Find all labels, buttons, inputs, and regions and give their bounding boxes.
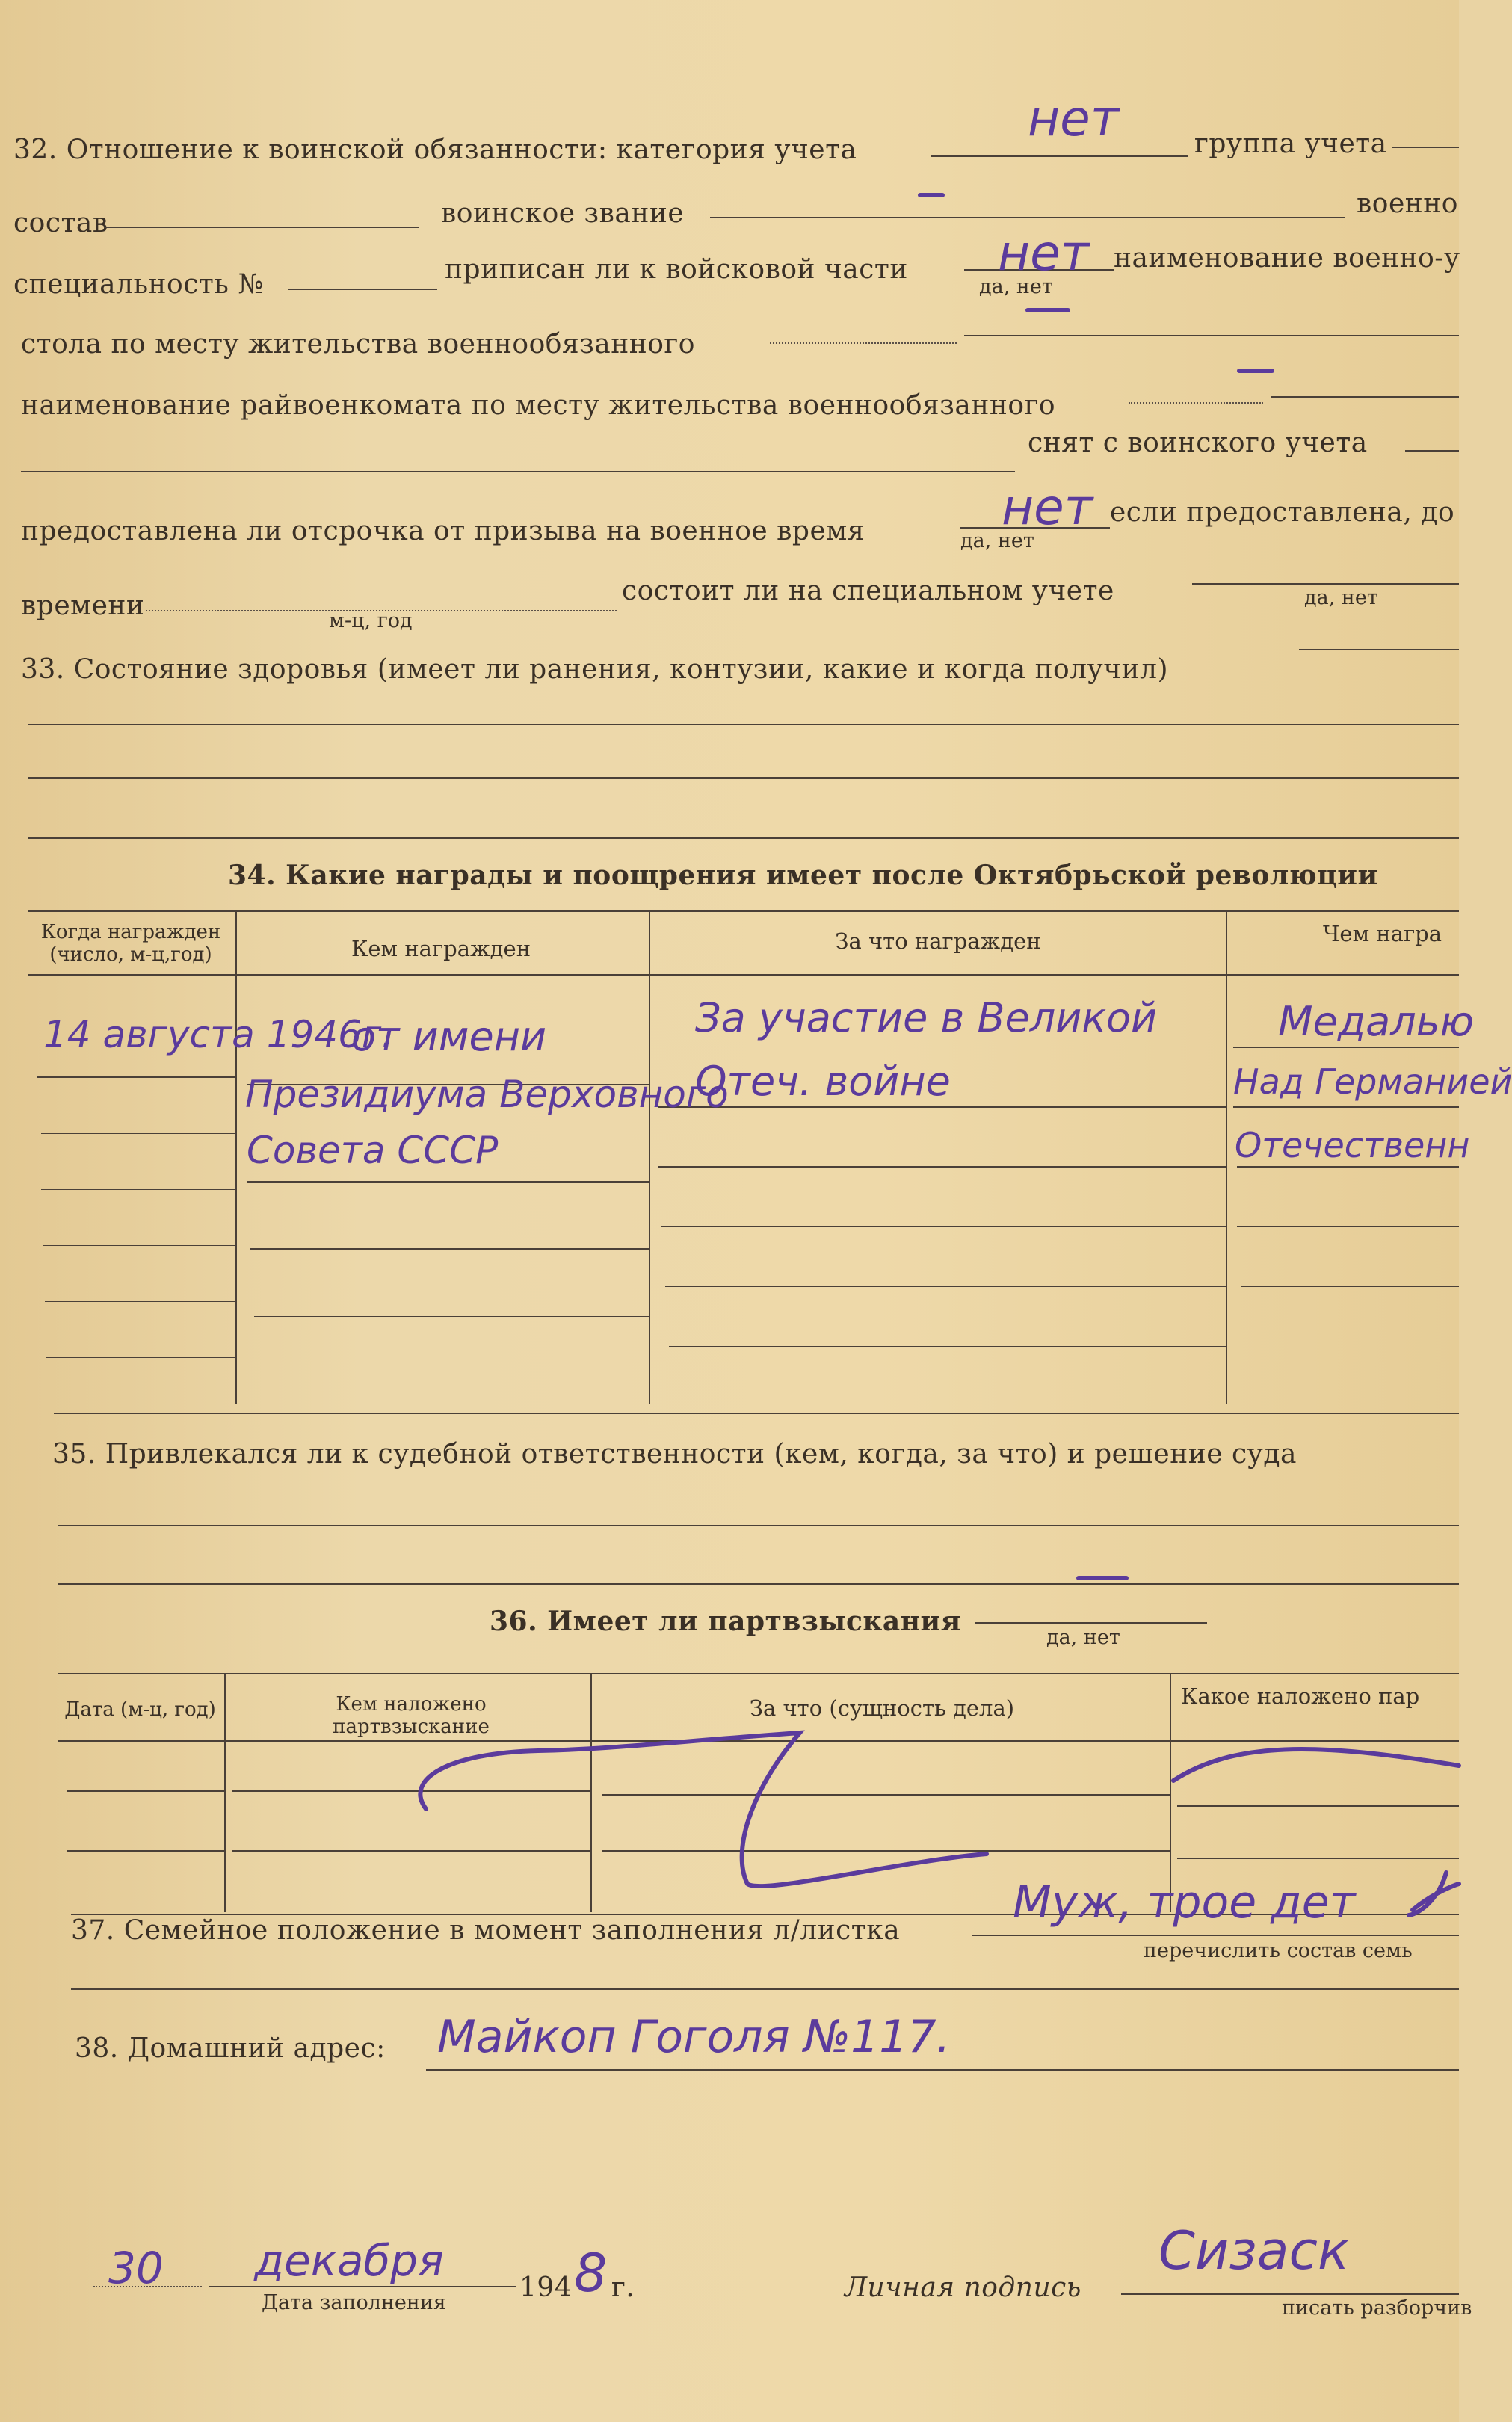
q36-yes-no: да, нет xyxy=(1046,1626,1120,1649)
q32-sostav-label: состав xyxy=(13,208,108,238)
q32-name-label: наименование военно-у xyxy=(1114,243,1460,274)
hand-address: Майкоп Гоголя №117. xyxy=(437,2011,951,2063)
hand-award-for-2: Отеч. войне xyxy=(695,1058,951,1105)
q37-label: 37. Семейное положение в момент заполнения л/листка xyxy=(71,1915,901,1946)
q34-title: 34. Какие награды и поощрения имеет после Октябрьской революции xyxy=(228,860,1378,891)
q36-header-by: Кем наложено партвзыскание xyxy=(333,1693,490,1738)
q36-header-what: Какое наложено пар xyxy=(1181,1683,1420,1709)
hand-signature: Сизаск xyxy=(1158,2220,1350,2281)
q34-header-for: За что награжден xyxy=(835,928,1041,954)
q38-label: 38. Домашний адрес: xyxy=(75,2033,386,2064)
hand-month: декабря xyxy=(254,2235,444,2286)
year-prefix: 194 xyxy=(519,2272,573,2303)
q32-yes-no-1: да, нет xyxy=(979,275,1053,298)
q32-line1: 32. Отношение к воинской обязанности: категория учета xyxy=(13,135,857,165)
q32-yes-no-3: да, нет xyxy=(1304,586,1378,609)
q32-assigned-label: приписан ли к войсковой части xyxy=(445,254,908,285)
q32-specialty-label: специальность № xyxy=(13,269,264,300)
hand-award-by-2: Президиума Верховного xyxy=(245,1073,729,1116)
hand-family: Муж, трое дет xyxy=(1013,1876,1356,1929)
q35-label: 35. Привлекался ли к судебной ответственности (кем, когда, за что) и решение суда xyxy=(52,1439,1297,1470)
hand-year-digit: 8 xyxy=(574,2243,608,2304)
hand-award-by-3: Совета СССР xyxy=(247,1129,499,1172)
q32-desk-label: стола по месту жительства военнообязанного xyxy=(21,329,695,360)
q32-rank-label: воинское звание xyxy=(441,198,685,229)
q32-yes-no-2: да, нет xyxy=(960,529,1034,552)
hand-award-for-1: За участие в Великой xyxy=(695,994,1158,1041)
hand-assigned: нет xyxy=(998,224,1090,282)
signature-label: Личная подпись xyxy=(845,2272,1081,2303)
hand-day: 30 xyxy=(108,2243,164,2293)
q32-group-label: группа учета xyxy=(1194,129,1387,159)
q32-deferment-label: предоставлена ли отсрочка от призыва на военное время xyxy=(21,516,865,546)
q36-header-date: Дата (м-ц, год) xyxy=(64,1698,216,1721)
q32-if-granted-label: если предоставлена, до xyxy=(1110,497,1455,528)
q33-label: 33. Состояние здоровья (имеет ли ранения, контузии, какие и когда получил) xyxy=(21,654,1168,685)
hand-award-what-2: Над Германией xyxy=(1233,1061,1512,1102)
hand-award-what-3: Отечественн xyxy=(1235,1125,1470,1165)
signature-caption: писать разборчив xyxy=(1282,2296,1472,2320)
q34-header-when: Когда награжден (число, м-ц,год) xyxy=(40,921,221,966)
date-caption: Дата заполнения xyxy=(262,2291,446,2314)
q32-month-year: м-ц, год xyxy=(329,609,413,632)
q36-title: 36. Имеет ли партвзыскания xyxy=(490,1606,961,1637)
q32-time-label: времени xyxy=(21,591,145,621)
q32-special-label: состоит ли на специальном учете xyxy=(622,576,1114,606)
q37-sub: перечислить состав семь xyxy=(1144,1939,1413,1962)
q34-header-what: Чем награ xyxy=(1323,921,1442,946)
hand-award-when: 14 августа 1946г. xyxy=(43,1013,394,1056)
q32-raion-label: наименование райвоенкомата по месту жительства военнообязанного xyxy=(21,390,1056,421)
q34-header-by: Кем награжден xyxy=(351,936,531,961)
q32-voen-label: военно xyxy=(1357,188,1458,219)
q32-removed-label: снят с воинского учета xyxy=(1028,428,1368,458)
hand-award-what-1: Медалью xyxy=(1278,998,1475,1045)
hand-award-by-1: от имени xyxy=(351,1013,547,1060)
hand-category: нет xyxy=(1028,90,1120,147)
year-suffix: г. xyxy=(611,2272,635,2303)
q36-header-for: За что (сущность дела) xyxy=(749,1695,1015,1721)
hand-deferment: нет xyxy=(1002,478,1093,536)
